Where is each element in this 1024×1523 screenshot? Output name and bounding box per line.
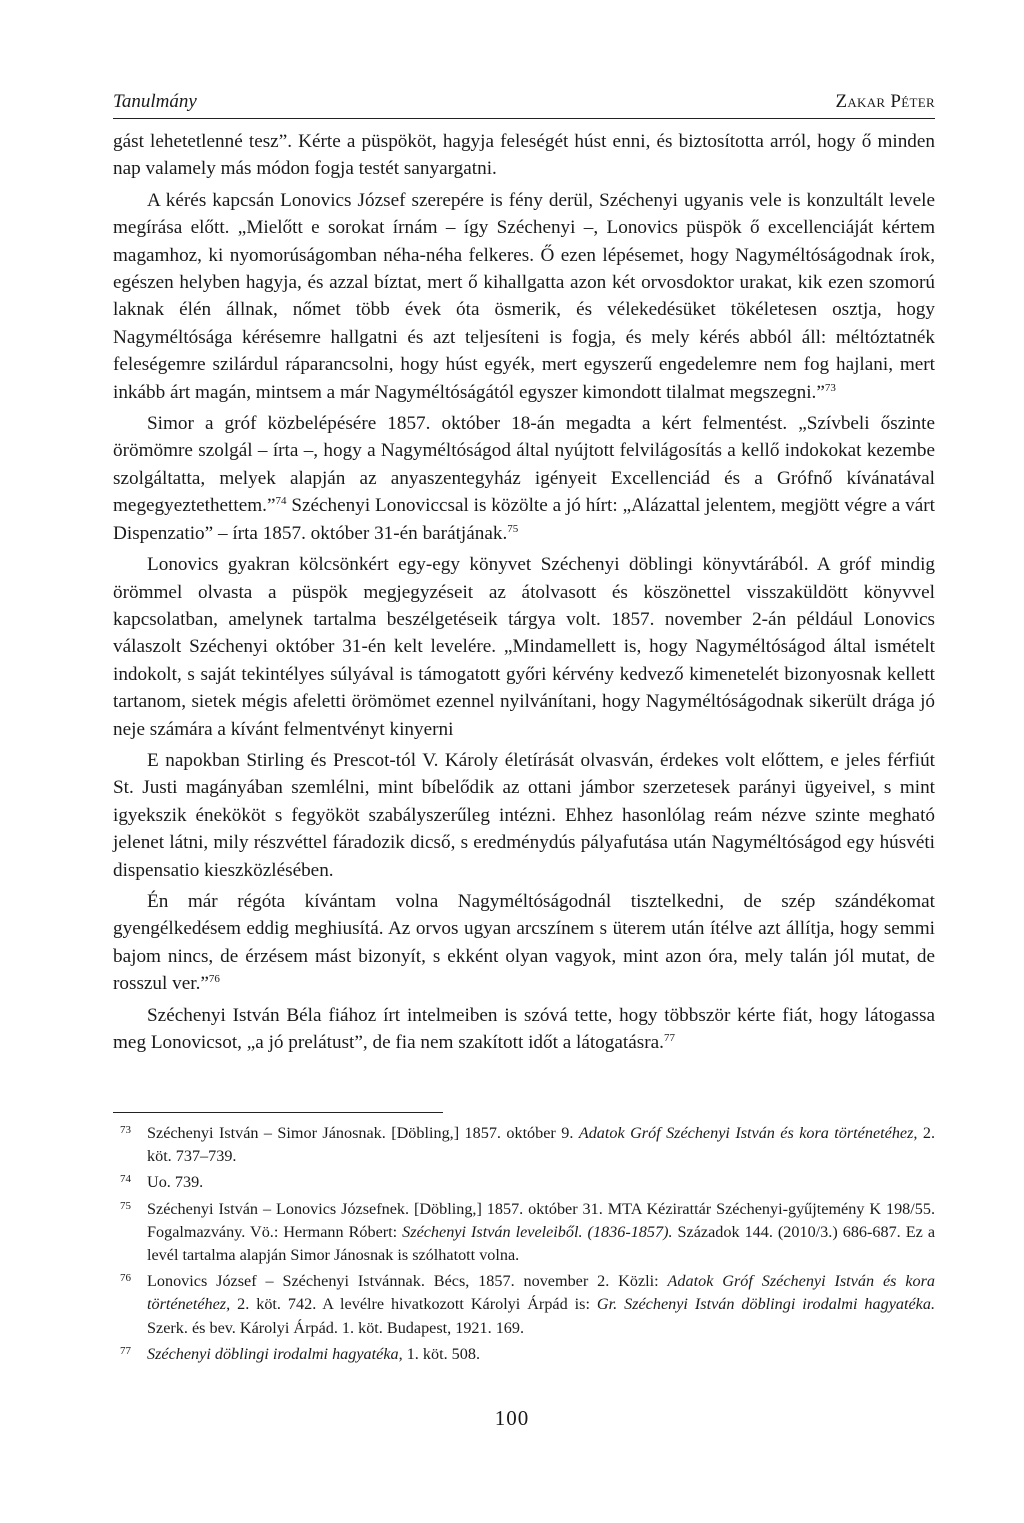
- text-run: Én már régóta kívántam volna Nagyméltóságodnál tisztelkedni, de szép szándékomat gyengélkedésem eddig meghiusítá. Az orvos ugyan arcszínem s üterem után ítélve azt állítja, hogy semmi bajom nincs, de érzésem mást bizonyít, s ekként olyan vagyok, mint azon óra, mely talán jól mutat, de rosszul ver.”: [113, 890, 935, 995]
- text-run: Uo. 739.: [147, 1173, 204, 1192]
- paragraph: [113, 128, 935, 183]
- text-run: A kérés kapcsán Lonovics József szerepére is fény derül, Széchenyi ugyanis vele is konzultált levele megírása előtt. „Mielőtt e sorokat írnám – így Széchenyi –, Lonovics püspök ő excellenciáját kértem magamhoz, ki nyomorúságomban néha-néha felkeres. Ő ezen lépésemet, hogy Nagyméltóságodnak írok, egészen helyben hagyja, és azzal bíztat, mert ő kihallgatta azon két orvosdoktor urakat, kik ezen szomorú laknak élén állnak, nőmet több évek óta ösmerik, és vélekedésüket tökéletesen osztja, hogy Nagyméltósága kérésemre hallgatni és azt teljesíteni is fogja, és mely kérés abból áll: méltóztatnék feleségemre szilárdul ráparancsolni, hogy húst egyék, mert egyszerű engedelemre nem fog hajlani, mert inkább árt magán, mintsem a már Nagyméltóságától egyszer kimondott tilalmat megszegni.”: [113, 189, 935, 403]
- italic-text: Adatok Gróf Széchenyi István és kora történetéhez,: [578, 1124, 918, 1142]
- footnote-reference[interactable]: 76: [208, 973, 220, 986]
- text-run: 1. köt. 508.: [402, 1344, 480, 1363]
- text-run: Széchenyi István – Lonovics Józsefnek. [Döbling,] 1857. október 31. MTA Kézirattár Széchenyi-gyűjtemény K 198/55. Fogalmazvány. Vö.: Hermann Róbert:: [147, 1199, 935, 1241]
- paragraph: [113, 1002, 935, 1057]
- text-run: 2. köt. 737–739.: [147, 1124, 936, 1166]
- text-run: Széchenyi Lonoviccsal is közölte a jó hírt: „Alázattal jelentem, megjött végre a várt Dispenzatio” – írta 1857. október 31-én barátjának.: [113, 495, 935, 544]
- footnote: [113, 1171, 935, 1194]
- paragraph: [113, 747, 935, 884]
- footnote-number: 76: [120, 1272, 131, 1285]
- running-header: [113, 88, 935, 119]
- footnote-number: 77: [120, 1344, 131, 1357]
- italic-text: Széchenyi István leveleiből. (1836-1857).: [402, 1222, 673, 1241]
- footnote: [113, 1122, 935, 1168]
- paragraph: [113, 888, 935, 998]
- footnote-reference[interactable]: 74: [275, 495, 287, 508]
- paragraph: [113, 187, 935, 406]
- footnote-reference[interactable]: 75: [507, 522, 519, 535]
- footnote: [113, 1270, 935, 1340]
- text-run: Lonovics gyakran kölcsönkért egy-egy könyvet Széchenyi döblingi könyvtárából. A gróf mindig örömmel olvasta a püspök megjegyzéseit az átolvasott és köszönettel visszaküldött könyvvel kapcsolatban, amelynek tartalma beszélgetéseik tárgya volt. 1857. november 2-án például Lonovics válaszolt Széchenyi október 31-én kelt levelére. „Mindamellett is, hogy Nagyméltóságod által ismételt indokolt, s saját tekintélyes súlyával is támogatott győri kérvény kedvező kimenetelét bizonyosnak kellett tartanom, sietek mégis afeletti örömömet ezennel nyilvánítani, hogy Nagyméltóságodnak sikerült drága jó neje számára a kívánt felmentvényt kinyerni: [113, 554, 935, 740]
- text-run: E napokban Stirling és Prescot-tól V. Károly életírását olvasván, érdekes volt előttem, e jeles férfiút St. Justi magányában szemlélni, mint bíbelődik az ottani jámbor szerzetesek parányi ügyeivel, s mint igyekszik énekököt s fegyököt szabályszerűleg intézni. Ehhez hasonlólag reám nézve szinte megható jelenet látni, mily részvéttel fáradozik dicső, s eredménydús pályafutása után Nagyméltóságod egy húsvéti dispensatio kieszközlésében.: [113, 749, 935, 881]
- text-run: gást lehetetlenné tesz”. Kérte a püspököt, hagyja feleségét húst enni, és biztosította arról, hogy ő minden nap valamely más módon fogja testét sanyargatni.: [113, 131, 935, 180]
- author-name: Zakar Péter: [835, 91, 935, 112]
- body-text: [113, 128, 935, 1056]
- footnote-number: 74: [120, 1173, 131, 1186]
- text-run: Lonovics József – Széchenyi Istvánnak. Bécs, 1857. november 2. Közli:: [147, 1272, 668, 1291]
- text-run: Széchenyi István – Simor Jánosnak. [Döbling,] 1857. október 9.: [147, 1124, 579, 1142]
- italic-text: Adatok Gróf Széchenyi István és kora történetéhez,: [147, 1272, 936, 1314]
- footnote-reference[interactable]: 77: [663, 1032, 675, 1044]
- text-run: Széchenyi István Béla fiához írt intelmeiben is szóvá tette, hogy többször kérte fiát, hogy látogassa meg Lonovicsot, „a jó prelátust”, de fia nem szakított időt a látogatásra.: [113, 1004, 935, 1053]
- page-number: 100: [494, 1406, 530, 1430]
- footnote: [113, 1343, 935, 1366]
- italic-text: Széchenyi döblingi irodalmi hagyatéka,: [147, 1344, 403, 1363]
- paragraph: [113, 410, 935, 547]
- footnote-number: 73: [120, 1124, 131, 1136]
- paragraph: [113, 551, 935, 743]
- footnote: [113, 1198, 935, 1268]
- text-run: Szerk. és bev. Károlyi Árpád. 1. köt. Budapest, 1921. 169.: [147, 1318, 525, 1337]
- text-run: 2. köt. 742. A levélre hivatkozott Károlyi Árpád is:: [230, 1295, 597, 1314]
- text-run: Simor a gróf közbelépésére 1857. október 18-án megadta a kért felmentést. „Szívbeli őszinte örömömre szolgál – írta –, hogy a Nagyméltóságod által nyújtott felvilágosítás a kellő indokokat kezembe szolgáltatta, melyek alapján az anyaszentegyház igényeit Excellenciád és a Grófnő kívánatával megegyeztethettem.”: [113, 413, 935, 517]
- footnote-number: 75: [120, 1199, 131, 1212]
- section-title: Tanulmány: [113, 91, 197, 112]
- text-run: Századok 144. (2010/3.) 686-687. Ez a levél tartalma alapján Simor Jánosnak is szólhatott volna.: [147, 1222, 936, 1265]
- footnotes: [113, 1122, 935, 1369]
- footnote-separator: [113, 1112, 443, 1113]
- footnote-reference[interactable]: 73: [824, 381, 836, 394]
- italic-text: Gr. Széchenyi István döblingi irodalmi hagyatéka.: [596, 1295, 935, 1314]
